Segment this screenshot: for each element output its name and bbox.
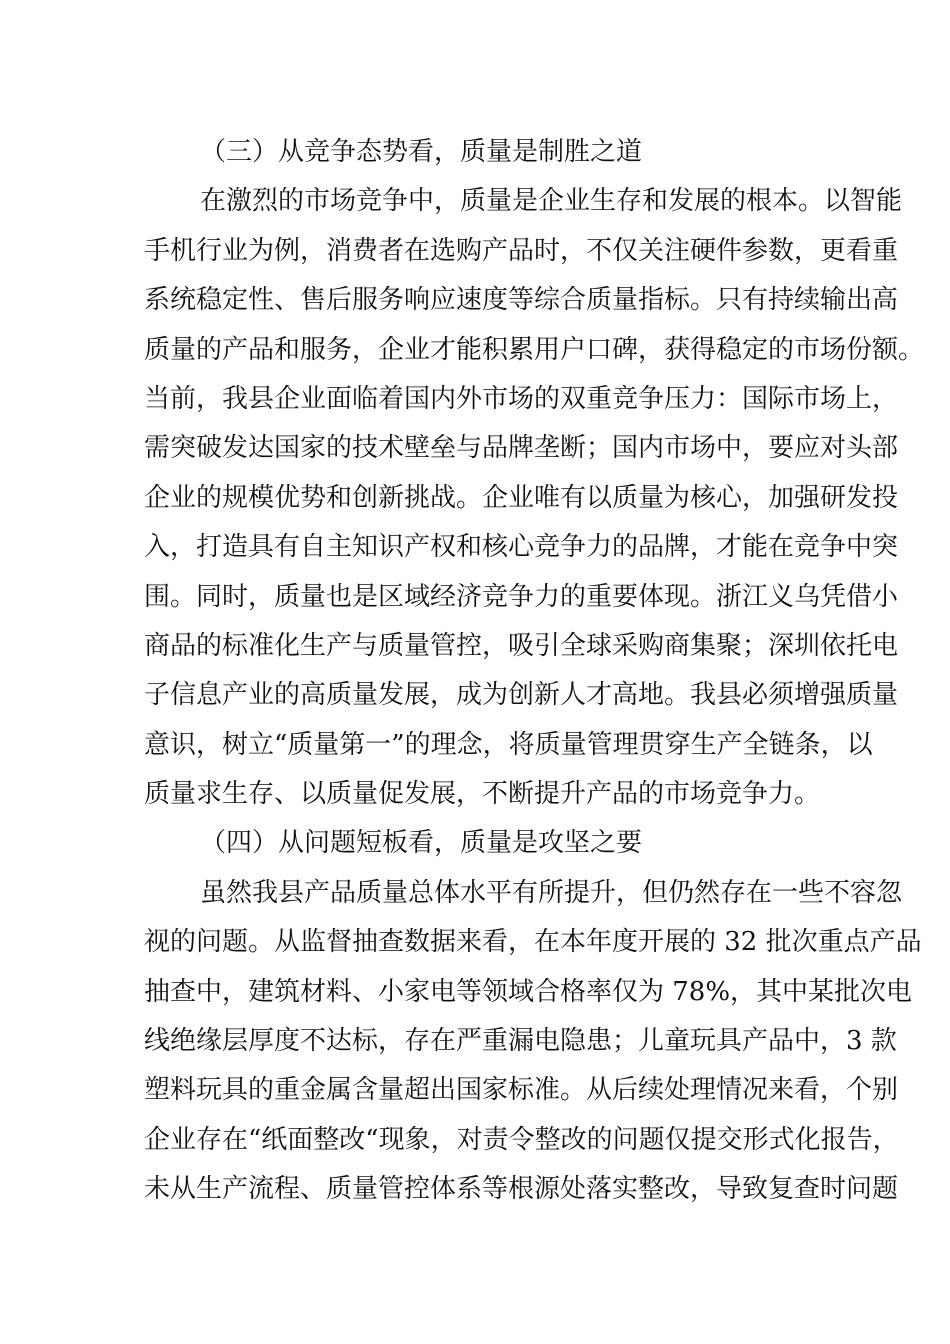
heading-text: （四）从问题短板看，质量是攻坚之要 [200, 828, 643, 859]
text-line: 当前，我县企业面临着国内外市场的双重竞争压力：国际市场上， [144, 383, 899, 414]
text-line: 意识，树立“质量第一”的理念，将质量管理贯穿生产全链条，以 [144, 729, 873, 760]
text-line: 入，打造具有自主知识产权和核心竞争力的品牌，才能在竞争中突 [144, 532, 899, 563]
text-line: 子信息产业的高质量发展，成为创新人才高地。我县必须增强质量 [144, 680, 899, 711]
text-line: 系统稳定性、售后服务响应速度等综合质量指标。只有持续输出高 [144, 285, 899, 316]
text-line: 未从生产流程、质量管控体系等根源处落实整改，导致复查时问题 [144, 1174, 899, 1205]
text-line: 商品的标准化生产与质量管控，吸引全球采购商集聚；深圳依托电 [144, 630, 899, 661]
section-heading [144, 819, 820, 868]
text-line: 视的问题。从监督抽查数据来看，在本年度开展的 32 批次重点产品 [144, 927, 922, 958]
paragraph [144, 869, 922, 1215]
text-line: 塑料玩具的重金属含量超出国家标准。从后续处理情况来看，个别 [144, 1075, 899, 1106]
text-line: 质量求生存、以质量促发展，不断提升产品的市场竞争力。 [144, 779, 821, 810]
text-line: 企业存在“纸面整改“现象，对责令整改的问题仅提交形式化报告， [144, 1124, 899, 1155]
text-line: 手机行业为例，消费者在选购产品时，不仅关注硬件参数，更看重 [144, 235, 899, 266]
heading-text: （三）从竞争态势看，质量是制胜之道 [200, 137, 643, 167]
document-page [144, 128, 925, 1215]
text-line: 需突破发达国家的技术壁垒与品牌垄断；国内市场中，要应对头部 [144, 433, 899, 464]
text-line: 围。同时，质量也是区域经济竞争力的重要体现。浙江义乌凭借小 [144, 581, 899, 612]
text-line: 企业的规模优势和创新挑战。企业唯有以质量为核心，加强研发投 [144, 482, 899, 513]
paragraph [144, 177, 925, 819]
text-line: 质量的产品和服务，企业才能积累用户口碑，获得稳定的市场份额。 [144, 334, 925, 365]
text-line: 虽然我县产品质量总体水平有所提升，但仍然存在一些不容忽 [200, 877, 903, 908]
text-line: 抽查中，建筑材料、小家电等领域合格率仅为 78%，其中某批次电 [144, 976, 913, 1007]
text-line: 线绝缘层厚度不达标，存在严重漏电隐患；儿童玩具产品中，3 款 [144, 1026, 897, 1057]
section-heading [144, 128, 820, 177]
text-line: 在激烈的市场竞争中，质量是企业生存和发展的根本。以智能 [200, 186, 903, 217]
